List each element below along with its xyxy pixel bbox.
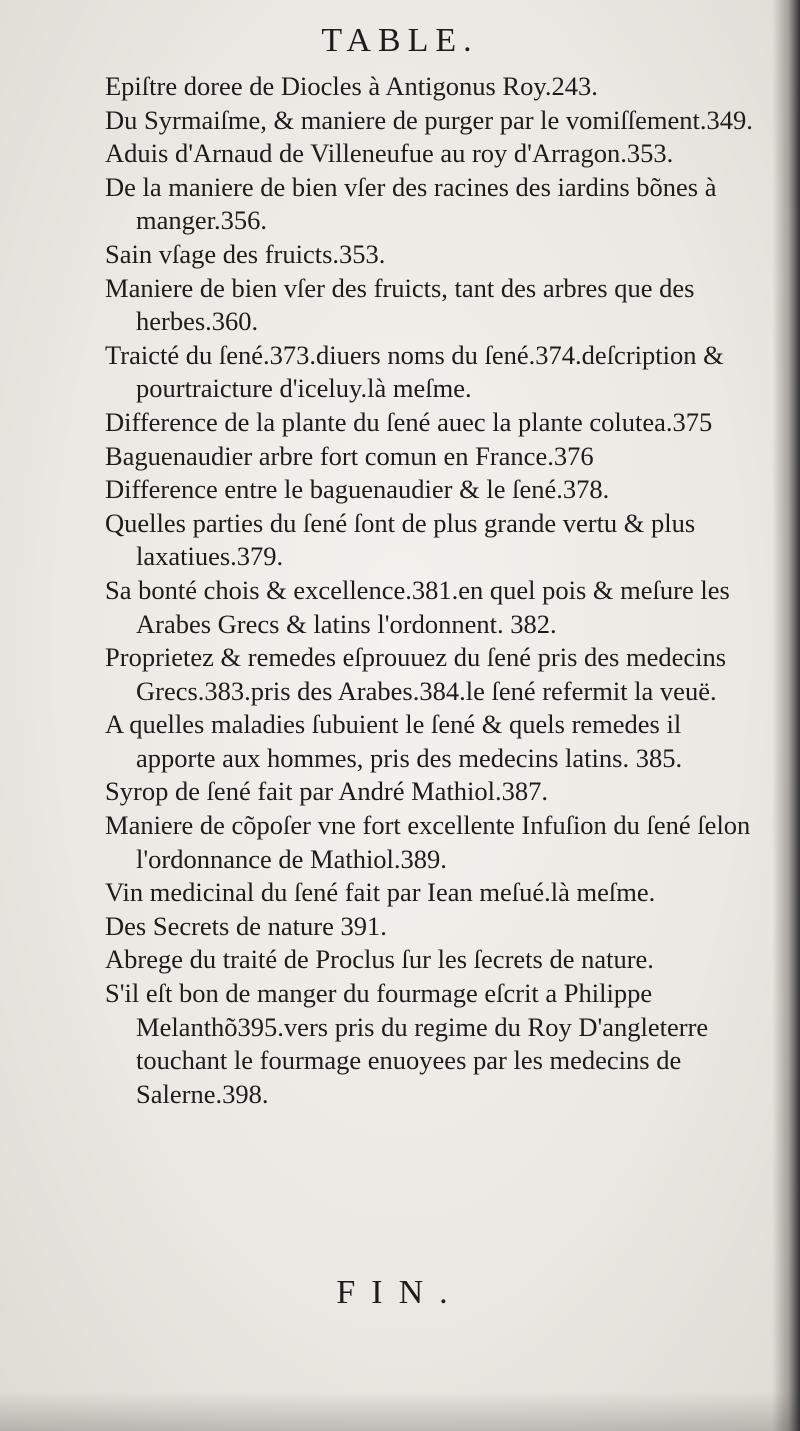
page-edge-shadow <box>772 0 800 1431</box>
toc-entry: Quelles parties du ſené ſont de plus grande vertu & plus laxatiues.379. <box>105 507 696 572</box>
page-footer: FIN. <box>336 1274 464 1311</box>
toc-entry: Traicté du ſené.373.diuers noms du ſené.374.deſcription & pourtraicture d'iceluy.là meſme. <box>105 339 724 404</box>
toc-entry: Du Syrmaiſme, & maniere de purger par le vomiſſement.349. <box>105 104 753 135</box>
toc-entry: Maniere de bien vſer des fruicts, tant des arbres que des herbes.360. <box>105 272 695 337</box>
toc-entry: A quelles maladies ſubuient le ſené & quels remedes il apporte aux hommes, pris des medecins latins. 385. <box>105 709 683 773</box>
toc-entry: Difference de la plante du ſené auec la plante colutea.375 <box>105 406 713 437</box>
toc-entry: Abrege du traité de Proclus ſur les ſecrets de nature. <box>105 944 654 975</box>
toc-entry: Des Secrets de nature 391. <box>105 910 387 941</box>
toc-entry: S'il eſt bon de manger du fourmage eſcrit a Philippe Melanthõ395.vers pris du regime du Roy D'angleterre touchant le fourmage enuoyees par les medecins de Salerne.398. <box>105 978 709 1109</box>
toc-entry: De la maniere de bien vſer des racines des iardins bõnes à manger.356. <box>105 171 717 236</box>
table-of-contents <box>105 70 767 1111</box>
toc-entry: Syrop de ſené fait par André Mathiol.387. <box>105 776 549 807</box>
toc-entry: Aduis d'Arnaud de Villeneufue au roy d'Arragon.353. <box>105 138 674 169</box>
toc-entry: Sa bonté chois & excellence.381.en quel pois & meſure les Arabes Grecs & latins l'ordonnent. 382. <box>105 574 730 639</box>
toc-entry: Maniere de cõpoſer vne fort excellente Infuſion du ſené ſelon l'ordonnance de Mathiol.389. <box>105 810 751 874</box>
toc-entry: Difference entre le baguenaudier & le ſené.378. <box>105 474 610 505</box>
toc-entry: Epiſtre doree de Diocles à Antigonus Roy.243. <box>105 71 598 101</box>
toc-entry: Proprietez & remedes eſprouuez du ſené pris des medecins Grecs.383.pris des Arabes.384.le ſené refermit la veuë. <box>105 642 727 706</box>
toc-entry: Baguenaudier arbre fort comun en France.376 <box>105 440 594 471</box>
toc-entry: Vin medicinal du ſené fait par Iean meſué.là meſme. <box>105 877 656 908</box>
page-header: TABLE. <box>321 22 479 59</box>
page-bottom-shadow <box>0 1391 800 1431</box>
toc-entry: Sain vſage des fruicts.353. <box>105 238 386 269</box>
